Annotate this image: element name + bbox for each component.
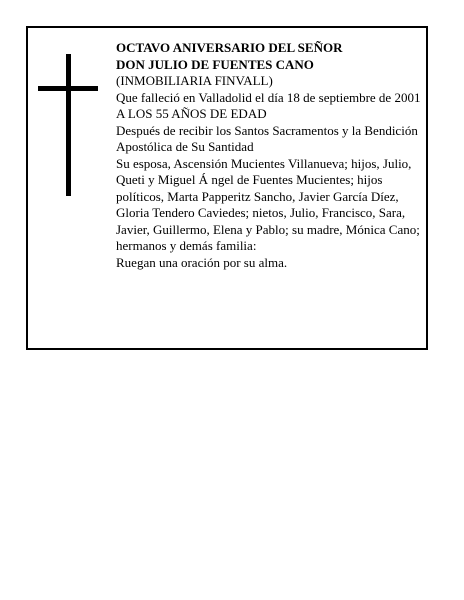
notice-family: Su esposa, Ascensión Mucientes Villanueva; hijos, Julio, Queti y Miguel Á ngel de Fuentes Mucientes; hijos políticos, Marta Papperitz Sancho, Javier García Díez, Gloria Tendero Caviedes; nietos, Julio, Francisco, Sara, Javier, Guillermo, Elena y Pablo; su madre, Mónica Cano; hermanos y demás familia: bbox=[116, 155, 420, 253]
notice-heading-line1: OCTAVO ANIVERSARIO DEL SEÑOR bbox=[116, 40, 343, 55]
notice-company: (INMOBILIARIA FINVALL) bbox=[116, 73, 273, 88]
cross-icon-crossbar bbox=[38, 86, 98, 91]
notice-age: A LOS 55 AÑOS DE EDAD bbox=[116, 106, 267, 121]
obituary-notice bbox=[26, 26, 428, 350]
cross-icon bbox=[66, 54, 71, 196]
notice-heading-line2: DON JULIO DE FUENTES CANO bbox=[116, 56, 314, 72]
notice-death-info: Que falleció en Valladolid el día 18 de septiembre de 2001 bbox=[116, 89, 421, 105]
notice-text bbox=[116, 40, 422, 271]
notice-prayer-request: Ruegan una oración por su alma. bbox=[116, 254, 288, 270]
notice-sacraments: Después de recibir los Santos Sacramentos y la Bendición Apostólica de Su Santidad bbox=[116, 122, 418, 154]
